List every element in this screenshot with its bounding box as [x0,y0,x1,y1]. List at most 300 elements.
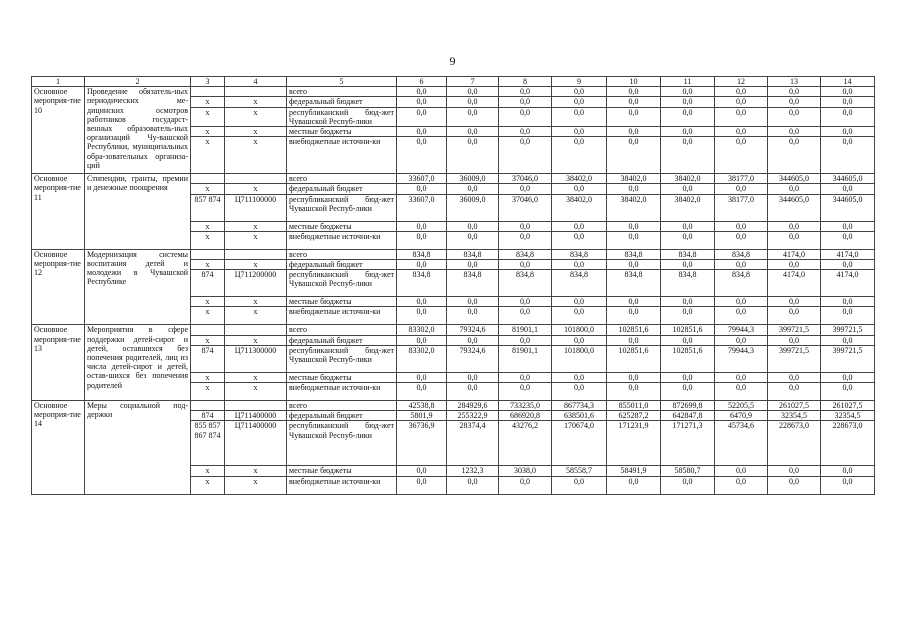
value-cell: 101800,0 [552,325,607,335]
value-cell: 4174,0 [821,249,875,259]
value-cell: 0,0 [607,476,661,494]
value-cell: 0,0 [661,372,715,382]
executor-code: x [191,127,225,137]
value-cell: 0,0 [499,307,552,325]
value-cell: 0,0 [715,137,768,174]
value-cell: 0,0 [715,221,768,231]
value-cell: 834,8 [715,249,768,259]
executor-code: x [191,231,225,249]
value-cell: 0,0 [499,87,552,97]
value-cell: 0,0 [821,97,875,107]
value-cell: 171271,3 [661,421,715,466]
value-cell: 0,0 [661,383,715,401]
executor-code: x [191,476,225,494]
value-cell: 0,0 [715,372,768,382]
value-cell: 0,0 [661,184,715,194]
budget-code: x [225,476,287,494]
value-cell: 0,0 [715,87,768,97]
value-cell: 38402,0 [661,194,715,221]
executor-code: x [191,335,225,345]
value-cell: 872699,8 [661,401,715,411]
value-cell: 834,8 [607,270,661,297]
value-cell: 0,0 [768,221,821,231]
column-header: 1 [32,77,85,87]
value-cell: 0,0 [552,87,607,97]
funding-source: местные бюджеты [287,127,397,137]
value-cell: 0,0 [552,307,607,325]
value-cell: 0,0 [715,466,768,476]
value-cell: 38402,0 [661,174,715,184]
value-cell: 0,0 [447,260,499,270]
funding-source: федеральный бюджет [287,411,397,421]
funding-source: внебюджетные источни-ки [287,383,397,401]
value-cell: 0,0 [447,221,499,231]
value-cell: 0,0 [821,297,875,307]
value-cell: 38177,0 [715,194,768,221]
value-cell: 83302,0 [397,345,447,372]
budget-code: x [225,383,287,401]
value-cell: 638501,6 [552,411,607,421]
budget-code: Ц711400000 [225,421,287,466]
value-cell: 0,0 [768,97,821,107]
value-cell: 0,0 [661,87,715,97]
value-cell: 45734,6 [715,421,768,466]
column-header: 7 [447,77,499,87]
activity-name: Основное мероприя-тие 11 [32,174,85,250]
value-cell: 0,0 [552,97,607,107]
budget-code: Ц711100000 [225,194,287,221]
funding-source: внебюджетные источни-ки [287,476,397,494]
value-cell: 171231,9 [607,421,661,466]
value-cell: 0,0 [661,127,715,137]
value-cell: 0,0 [397,127,447,137]
value-cell: 0,0 [607,137,661,174]
value-cell: 284929,6 [447,401,499,411]
value-cell: 0,0 [715,231,768,249]
table-row [32,325,875,335]
value-cell: 0,0 [447,372,499,382]
executor-code: x [191,107,225,126]
budget-code: x [225,127,287,137]
value-cell: 0,0 [499,221,552,231]
value-cell: 0,0 [715,184,768,194]
value-cell: 0,0 [552,297,607,307]
value-cell: 5801,9 [397,411,447,421]
value-cell: 0,0 [552,383,607,401]
budget-code: x [225,137,287,174]
value-cell: 0,0 [499,297,552,307]
value-cell: 0,0 [447,383,499,401]
value-cell: 834,8 [447,270,499,297]
value-cell: 81901,1 [499,345,552,372]
value-cell: 58491,9 [607,466,661,476]
value-cell: 6470,9 [715,411,768,421]
executor-code: x [191,184,225,194]
value-cell: 855011,0 [607,401,661,411]
value-cell: 32354,5 [768,411,821,421]
value-cell: 0,0 [821,127,875,137]
value-cell: 0,0 [552,221,607,231]
executor-code: 874 [191,270,225,297]
value-cell: 38402,0 [552,174,607,184]
value-cell: 0,0 [821,335,875,345]
value-cell: 0,0 [447,476,499,494]
value-cell: 0,0 [447,137,499,174]
value-cell: 399721,5 [821,345,875,372]
value-cell: 0,0 [552,184,607,194]
funding-source: всего [287,401,397,411]
value-cell: 0,0 [768,383,821,401]
value-cell: 38402,0 [607,174,661,184]
value-cell: 4174,0 [768,249,821,259]
column-header: 8 [499,77,552,87]
value-cell: 0,0 [715,97,768,107]
value-cell: 0,0 [715,307,768,325]
value-cell: 0,0 [715,260,768,270]
executor-code: x [191,466,225,476]
funding-source: республиканский бюд-жет Чувашской Респуб-лики [287,107,397,126]
value-cell: 0,0 [499,127,552,137]
value-cell: 28374,4 [447,421,499,466]
value-cell: 0,0 [768,184,821,194]
budget-code: x [225,107,287,126]
value-cell: 0,0 [821,383,875,401]
executor-code: x [191,260,225,270]
value-cell: 58558,7 [552,466,607,476]
value-cell: 0,0 [499,97,552,107]
table-row [32,87,875,97]
value-cell: 0,0 [715,383,768,401]
value-cell: 79944,3 [715,345,768,372]
value-cell: 102851,6 [661,345,715,372]
value-cell: 36009,0 [447,194,499,221]
value-cell: 79324,6 [447,345,499,372]
value-cell: 0,0 [821,107,875,126]
value-cell: 0,0 [397,466,447,476]
value-cell: 0,0 [768,372,821,382]
value-cell: 0,0 [607,231,661,249]
value-cell: 3038,0 [499,466,552,476]
value-cell: 0,0 [607,297,661,307]
value-cell: 42538,8 [397,401,447,411]
value-cell: 101800,0 [552,345,607,372]
budget-code: Ц711300000 [225,345,287,372]
value-cell: 0,0 [552,335,607,345]
value-cell: 0,0 [499,335,552,345]
value-cell: 36736,9 [397,421,447,466]
value-cell: 0,0 [607,127,661,137]
value-cell: 0,0 [661,260,715,270]
value-cell: 0,0 [661,297,715,307]
activity-description: Мероприятия в сфере поддержки детей-сирот и детей, оставшихся без попечения родителей, лиц из числа детей-сирот и детей, остав-шихся без попечения родителей [85,325,191,401]
table-row [32,401,875,411]
value-cell: 0,0 [715,107,768,126]
value-cell: 0,0 [552,260,607,270]
value-cell: 0,0 [661,476,715,494]
value-cell: 0,0 [821,221,875,231]
budget-code: Ц711400000 [225,411,287,421]
value-cell: 4174,0 [821,270,875,297]
header-row [32,77,875,87]
value-cell: 0,0 [607,372,661,382]
value-cell: 0,0 [397,372,447,382]
value-cell: 834,8 [552,249,607,259]
executor-code [191,249,225,259]
value-cell: 37046,0 [499,174,552,184]
budget-code: Ц711200000 [225,270,287,297]
funding-source: внебюджетные источни-ки [287,137,397,174]
activity-description: Модернизация системы воспитания детей и молодежи в Чувашской Республике [85,249,191,325]
value-cell: 1232,3 [447,466,499,476]
value-cell: 0,0 [499,372,552,382]
value-cell: 102851,6 [607,325,661,335]
value-cell: 0,0 [768,231,821,249]
budget-code [225,325,287,335]
executor-code: x [191,307,225,325]
value-cell: 0,0 [607,221,661,231]
funding-source: местные бюджеты [287,297,397,307]
value-cell: 0,0 [768,87,821,97]
value-cell: 0,0 [499,476,552,494]
value-cell: 0,0 [821,87,875,97]
value-cell: 0,0 [447,107,499,126]
value-cell: 625287,2 [607,411,661,421]
value-cell: 0,0 [821,307,875,325]
value-cell: 81901,1 [499,325,552,335]
column-header: 9 [552,77,607,87]
value-cell: 0,0 [607,335,661,345]
value-cell: 32354,5 [821,411,875,421]
value-cell: 0,0 [768,260,821,270]
value-cell: 0,0 [447,231,499,249]
funding-source: республиканский бюд-жет Чувашской Респуб-лики [287,345,397,372]
executor-code: 857 874 [191,194,225,221]
value-cell: 344605,0 [768,194,821,221]
value-cell: 0,0 [715,127,768,137]
funding-source: республиканский бюд-жет Чувашской Респуб-лики [287,270,397,297]
value-cell: 0,0 [821,137,875,174]
value-cell: 0,0 [715,476,768,494]
column-header: 10 [607,77,661,87]
value-cell: 867734,3 [552,401,607,411]
value-cell: 0,0 [768,137,821,174]
value-cell: 0,0 [397,260,447,270]
column-header: 2 [85,77,191,87]
value-cell: 0,0 [552,231,607,249]
value-cell: 0,0 [552,137,607,174]
value-cell: 79324,6 [447,325,499,335]
funding-source: федеральный бюджет [287,97,397,107]
value-cell: 0,0 [447,127,499,137]
value-cell: 261027,5 [768,401,821,411]
column-header: 12 [715,77,768,87]
value-cell: 0,0 [821,372,875,382]
executor-code: x [191,297,225,307]
value-cell: 228673,0 [768,421,821,466]
value-cell: 0,0 [715,335,768,345]
executor-code: 855 857 867 874 [191,421,225,466]
value-cell: 102851,6 [607,345,661,372]
column-header: 6 [397,77,447,87]
value-cell: 37046,0 [499,194,552,221]
executor-code [191,401,225,411]
funding-source: федеральный бюджет [287,184,397,194]
value-cell: 0,0 [821,466,875,476]
executor-code [191,87,225,97]
value-cell: 0,0 [821,476,875,494]
value-cell: 0,0 [499,107,552,126]
value-cell: 834,8 [499,270,552,297]
value-cell: 0,0 [715,297,768,307]
value-cell: 0,0 [552,107,607,126]
value-cell: 0,0 [447,335,499,345]
budget-code: x [225,221,287,231]
value-cell: 0,0 [397,297,447,307]
value-cell: 686920,8 [499,411,552,421]
funding-source: республиканский бюд-жет Чувашской Респуб-лики [287,421,397,466]
value-cell: 0,0 [397,231,447,249]
funding-source: местные бюджеты [287,466,397,476]
value-cell: 834,8 [661,249,715,259]
value-cell: 79944,3 [715,325,768,335]
column-header: 13 [768,77,821,87]
activity-name: Основное мероприя-тие 13 [32,325,85,401]
value-cell: 0,0 [661,307,715,325]
value-cell: 0,0 [821,184,875,194]
value-cell: 0,0 [607,260,661,270]
activity-name: Основное мероприя-тие 14 [32,401,85,495]
value-cell: 0,0 [661,137,715,174]
value-cell: 0,0 [499,231,552,249]
budget-code: x [225,231,287,249]
budget-code: x [225,372,287,382]
value-cell: 834,8 [715,270,768,297]
value-cell: 170674,0 [552,421,607,466]
executor-code [191,325,225,335]
budget-code: x [225,335,287,345]
value-cell: 261027,5 [821,401,875,411]
page-number: 9 [449,54,456,68]
value-cell: 733235,0 [499,401,552,411]
value-cell: 834,8 [397,249,447,259]
value-cell: 0,0 [397,184,447,194]
value-cell: 834,8 [447,249,499,259]
value-cell: 399721,5 [768,325,821,335]
value-cell: 0,0 [768,127,821,137]
value-cell: 33607,0 [397,174,447,184]
value-cell: 0,0 [607,97,661,107]
value-cell: 0,0 [397,107,447,126]
budget-code [225,174,287,184]
value-cell: 0,0 [397,476,447,494]
value-cell: 0,0 [447,297,499,307]
funding-source: республиканский бюд-жет Чувашской Респуб-лики [287,194,397,221]
budget-table [31,76,875,495]
value-cell: 0,0 [447,307,499,325]
value-cell: 52205,5 [715,401,768,411]
value-cell: 0,0 [607,307,661,325]
value-cell: 0,0 [661,335,715,345]
value-cell: 0,0 [661,231,715,249]
value-cell: 83302,0 [397,325,447,335]
value-cell: 43276,2 [499,421,552,466]
value-cell: 36009,0 [447,174,499,184]
value-cell: 0,0 [447,87,499,97]
value-cell: 834,8 [499,249,552,259]
activity-name: Основное мероприя-тие 12 [32,249,85,325]
column-header: 3 [191,77,225,87]
value-cell: 33607,0 [397,194,447,221]
value-cell: 58580,7 [661,466,715,476]
value-cell: 0,0 [607,87,661,97]
value-cell: 0,0 [552,372,607,382]
value-cell: 0,0 [499,184,552,194]
budget-code [225,249,287,259]
value-cell: 0,0 [397,383,447,401]
value-cell: 0,0 [397,221,447,231]
value-cell: 834,8 [397,270,447,297]
activity-description: Стипендии, гранты, премии и денежные поощрения [85,174,191,250]
value-cell: 399721,5 [768,345,821,372]
value-cell: 0,0 [768,466,821,476]
value-cell: 344605,0 [768,174,821,184]
column-header: 11 [661,77,715,87]
executor-code: x [191,221,225,231]
value-cell: 0,0 [552,127,607,137]
funding-source: федеральный бюджет [287,335,397,345]
column-header: 5 [287,77,397,87]
funding-source: местные бюджеты [287,372,397,382]
executor-code: x [191,372,225,382]
value-cell: 834,8 [552,270,607,297]
value-cell: 0,0 [768,297,821,307]
value-cell: 0,0 [661,97,715,107]
value-cell: 0,0 [661,107,715,126]
budget-code: x [225,97,287,107]
value-cell: 0,0 [821,231,875,249]
value-cell: 0,0 [499,383,552,401]
executor-code: x [191,383,225,401]
activity-description: Меры социальной под-держки [85,401,191,495]
value-cell: 0,0 [499,260,552,270]
funding-source: всего [287,325,397,335]
executor-code: x [191,97,225,107]
value-cell: 0,0 [768,476,821,494]
budget-code: x [225,297,287,307]
value-cell: 0,0 [768,307,821,325]
value-cell: 0,0 [397,335,447,345]
value-cell: 0,0 [447,184,499,194]
column-header: 4 [225,77,287,87]
value-cell: 38402,0 [552,194,607,221]
value-cell: 4174,0 [768,270,821,297]
value-cell: 255322,9 [447,411,499,421]
value-cell: 0,0 [661,221,715,231]
budget-code: x [225,184,287,194]
value-cell: 642847,8 [661,411,715,421]
value-cell: 0,0 [607,383,661,401]
value-cell: 0,0 [768,107,821,126]
table-row [32,249,875,259]
value-cell: 0,0 [397,87,447,97]
activity-name: Основное мероприя-тие 10 [32,87,85,174]
budget-code: x [225,260,287,270]
funding-source: внебюджетные источни-ки [287,307,397,325]
value-cell: 0,0 [821,260,875,270]
value-cell: 0,0 [397,137,447,174]
budget-code [225,401,287,411]
value-cell: 38402,0 [607,194,661,221]
